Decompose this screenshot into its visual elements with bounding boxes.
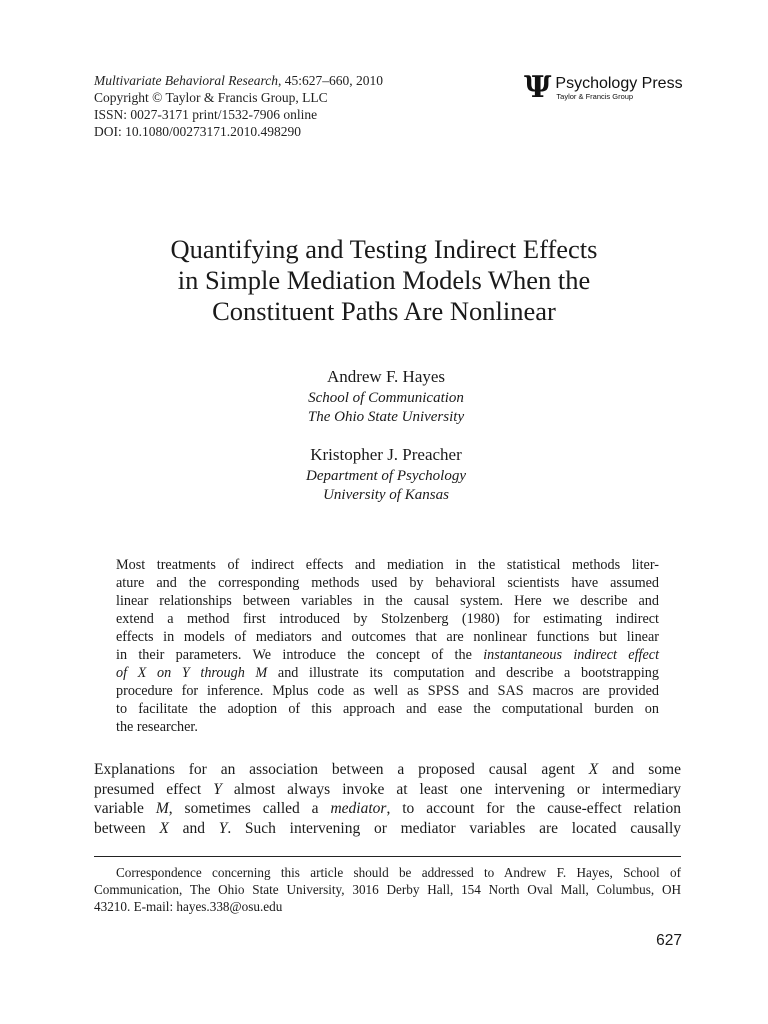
publisher-text — [555, 75, 682, 101]
body-line — [94, 799, 681, 819]
author-department: School of Communication — [308, 390, 464, 406]
title-line: Quantifying and Testing Indirect Effects — [170, 234, 598, 264]
abstract-line: procedure for inference. Mplus code as well as SPSS and SAS macros are provided — [116, 683, 659, 699]
psi-logo-icon: Ψ — [524, 70, 552, 105]
issn-line: ISSN: 0027-3171 print/1532-7906 online — [94, 107, 318, 122]
publisher-name: Psychology Press — [555, 75, 683, 92]
abstract-emphasis: instantaneous indirect effect — [483, 647, 660, 663]
journal-citation — [94, 72, 383, 89]
article-title — [60, 234, 708, 327]
correspondence-footnote — [94, 864, 681, 915]
abstract-emphasis: of X on Y through M — [116, 665, 268, 681]
variable-x: X — [159, 819, 169, 837]
footnote-line: 43210. E-mail: hayes.338@osu.edu — [94, 899, 283, 914]
footnote-line: Correspondence concerning this article should be addressed to Andrew F. Hayes, School of — [116, 865, 681, 880]
abstract-line: linear relationships between variables in the causal system. Here we describe and — [116, 593, 659, 609]
abstract-line — [116, 664, 659, 682]
variable-x: X — [588, 761, 599, 778]
body-text: . Such intervening or mediator variables are located causally — [227, 819, 681, 837]
doi-line: DOI: 10.1080/00273171.2010.498290 — [94, 124, 301, 139]
body-text: between — [94, 819, 160, 837]
abstract-line: to facilitate the adoption of this approach and ease the computational burden on — [116, 701, 659, 717]
title-line: in Simple Mediation Models When the — [177, 265, 591, 295]
body-text: , sometimes called a — [168, 800, 331, 817]
footnote-line: Communication, The Ohio State University, 3016 Derby Hall, 154 North Oval Mall, Columbus, OH — [94, 882, 681, 897]
journal-citation-block — [94, 72, 383, 140]
body-text: , to account for the cause-effect relation — [386, 800, 681, 817]
author-name: Kristopher J. Preacher — [310, 445, 462, 464]
footnote-divider — [94, 856, 681, 857]
body-text: almost always invoke at least one intervening or intermediary — [221, 780, 681, 798]
author-department: Department of Psychology — [306, 468, 466, 484]
copyright-line: Copyright © Taylor & Francis Group, LLC — [94, 90, 328, 105]
body-line — [94, 780, 681, 800]
publisher-subname: Taylor & Francis Group — [556, 92, 634, 101]
abstract-line — [116, 646, 659, 664]
body-text: and some — [598, 761, 681, 778]
abstract-text: and illustrate its computation and describe a bootstrapping — [267, 665, 659, 681]
author-institution: The Ohio State University — [307, 409, 465, 425]
body-line — [94, 760, 681, 780]
abstract-line: effects in models of mediators and outcomes that are nonlinear functions but linear — [116, 629, 659, 645]
author-name: Andrew F. Hayes — [326, 367, 446, 386]
journal-name: Multivariate Behavioral Research — [94, 73, 278, 88]
variable-y: Y — [213, 780, 222, 798]
variable-m: M — [155, 800, 169, 817]
publisher-logo — [524, 70, 683, 105]
body-emphasis: mediator — [330, 800, 387, 817]
variable-y: Y — [218, 819, 228, 837]
body-line — [94, 819, 681, 839]
abstract-text: in their parameters. We introduce the concept of the — [116, 647, 484, 663]
body-text: and — [168, 819, 219, 837]
abstract — [116, 556, 659, 736]
author-block-2 — [0, 445, 768, 505]
title-line: Constituent Paths Are Nonlinear — [212, 296, 556, 326]
journal-volume-pages: , 45:627–660, 2010 — [277, 73, 383, 88]
body-paragraph — [94, 760, 681, 838]
abstract-line: the researcher. — [116, 719, 198, 735]
author-block-1 — [0, 367, 768, 427]
body-text: Explanations for an association between a proposed causal agent — [94, 761, 589, 778]
body-text: presumed effect — [94, 780, 214, 798]
author-institution: University of Kansas — [323, 487, 449, 503]
body-text: variable — [94, 800, 156, 817]
abstract-line: Most treatments of indirect effects and mediation in the statistical methods liter- — [116, 557, 659, 573]
page-number: 627 — [656, 932, 682, 949]
abstract-line: extend a method first introduced by Stolzenberg (1980) for estimating indirect — [116, 611, 659, 627]
abstract-line: ature and the corresponding methods used by behavioral scientists have assumed — [116, 575, 659, 591]
